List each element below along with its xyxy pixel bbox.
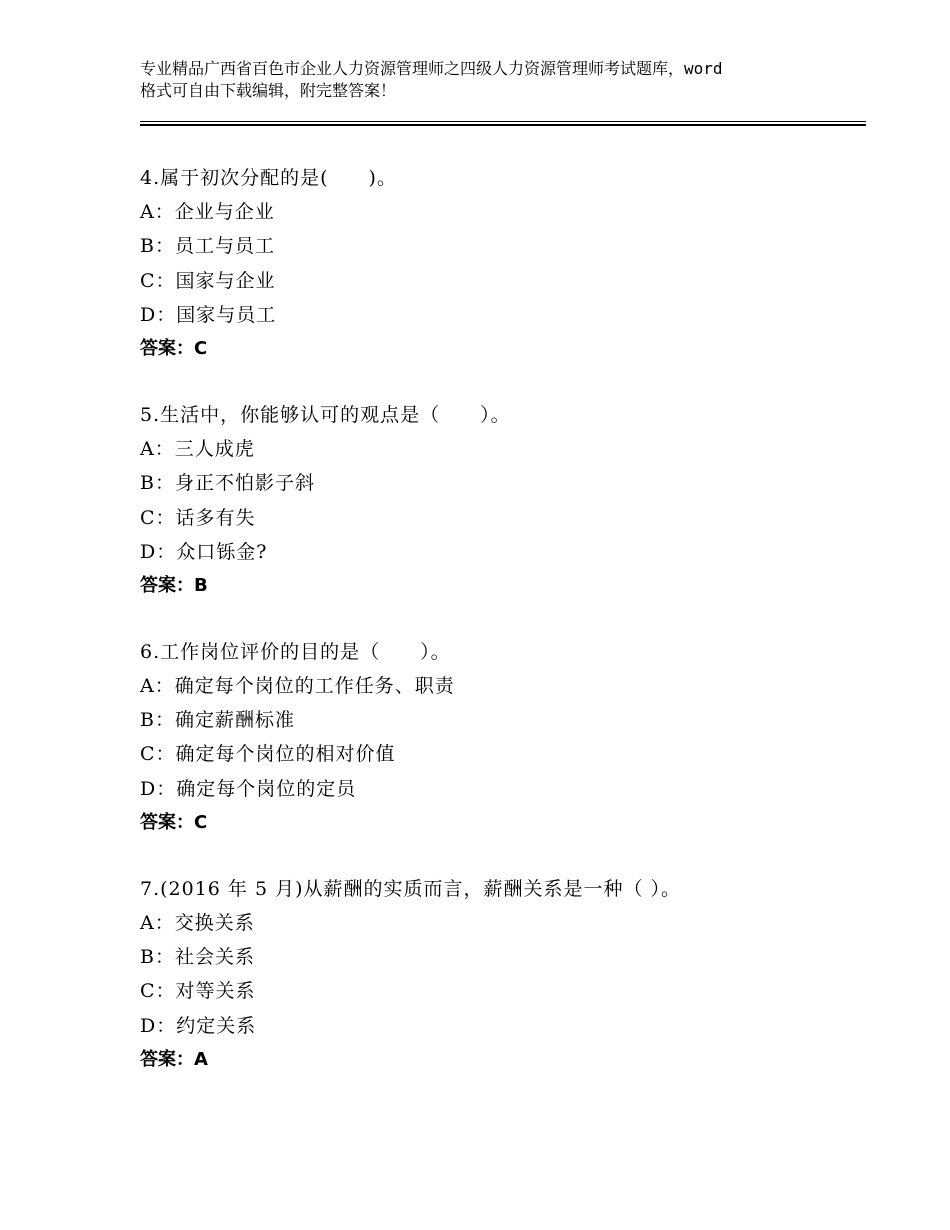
option-c: C：确定每个岗位的相对价值 [140,743,396,766]
option-c: C：国家与企业 [140,269,276,292]
question-5 [140,400,866,605]
option-d: D：约定关系 [140,1014,257,1037]
option-b: B：身正不怕影子斜 [140,472,315,495]
option-c: C：对等关系 [140,980,256,1003]
answer-label: 答案：C [140,337,208,359]
answer-label: 答案：C [140,811,208,833]
option-d: D：众口铄金? [140,540,268,563]
option-d: D：国家与员工 [140,303,277,326]
header-divider-thick [140,124,866,126]
question-6 [140,637,866,842]
option-c: C：话多有失 [140,506,256,529]
answer-label: 答案：B [140,574,208,596]
answer-label: 答案：A [140,1048,208,1070]
question-stem: 5.生活中，你能够认可的观点是（ ）。 [140,403,511,426]
option-a: A：三人成虎 [140,438,255,461]
option-a: A：企业与企业 [140,201,275,224]
document-header [140,58,830,102]
option-b: B：确定薪酬标准 [140,709,295,732]
question-7 [140,874,866,1079]
option-d: D：确定每个岗位的定员 [140,777,357,800]
question-list [140,163,866,1111]
option-a: A：交换关系 [140,912,255,934]
header-divider-thin [140,121,866,122]
header-line-1: 专业精品广西省百色市企业人力资源管理师之四级人力资源管理师考试题库，word [140,59,723,78]
question-stem: 4.属于初次分配的是( )。 [140,167,397,189]
question-stem: 6.工作岗位评价的目的是（ ）。 [140,640,451,663]
option-b: B：员工与员工 [140,235,275,258]
question-stem: 7.(2016 年 5 月)从薪酬的实质而言，薪酬关系是一种（ ）。 [140,877,682,900]
option-a: A：确定每个岗位的工作任务、职责 [140,675,455,698]
question-4 [140,163,866,368]
option-b: B：社会关系 [140,946,255,969]
header-line-2: 格式可自由下载编辑，附完整答案！ [140,81,397,100]
